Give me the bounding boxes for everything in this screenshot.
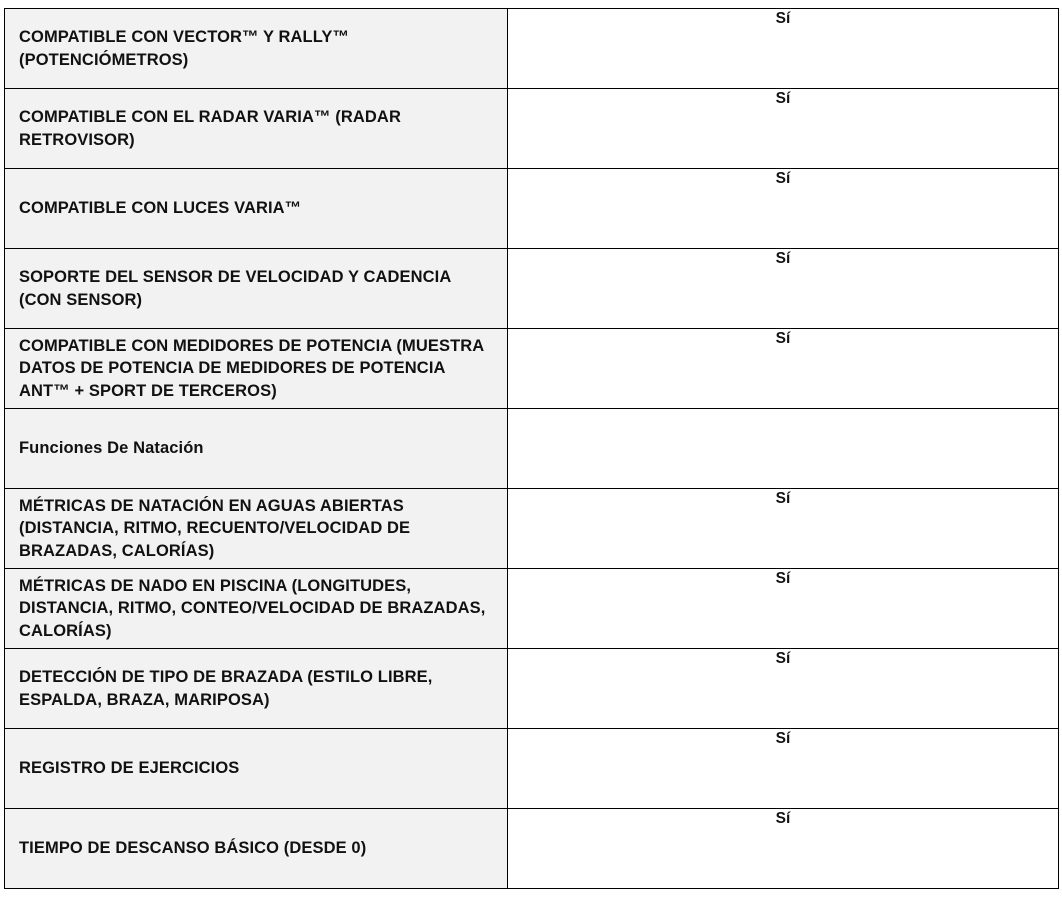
feature-value-cell bbox=[508, 489, 1059, 569]
section-label: Funciones De Natación bbox=[5, 409, 508, 489]
table-row bbox=[5, 649, 1059, 729]
feature-value: Sí bbox=[775, 250, 791, 267]
table-row bbox=[5, 809, 1059, 889]
feature-label: COMPATIBLE CON LUCES VARIA™ bbox=[5, 169, 508, 249]
feature-label: REGISTRO DE EJERCICIOS bbox=[5, 729, 508, 809]
feature-value-cell bbox=[508, 249, 1059, 329]
feature-value-cell bbox=[508, 89, 1059, 169]
feature-label: COMPATIBLE CON VECTOR™ Y RALLY™ (POTENCIÓMETROS) bbox=[5, 9, 508, 89]
feature-value-cell bbox=[508, 9, 1059, 89]
feature-label: DETECCIÓN DE TIPO DE BRAZADA (ESTILO LIBRE, ESPALDA, BRAZA, MARIPOSA) bbox=[5, 649, 508, 729]
feature-label: COMPATIBLE CON EL RADAR VARIA™ (RADAR RETROVISOR) bbox=[5, 89, 508, 169]
feature-label: MÉTRICAS DE NATACIÓN EN AGUAS ABIERTAS (DISTANCIA, RITMO, RECUENTO/VELOCIDAD DE BRAZADAS, CALORÍAS) bbox=[5, 489, 508, 569]
feature-value: Sí bbox=[775, 10, 791, 27]
feature-value: Sí bbox=[775, 650, 791, 667]
table-row bbox=[5, 409, 1059, 489]
table-row bbox=[5, 489, 1059, 569]
feature-value-cell bbox=[508, 809, 1059, 889]
feature-label: COMPATIBLE CON MEDIDORES DE POTENCIA (MUESTRA DATOS DE POTENCIA DE MEDIDORES DE POTENCIA ANT™ + SPORT DE TERCEROS) bbox=[5, 329, 508, 409]
feature-label: SOPORTE DEL SENSOR DE VELOCIDAD Y CADENCIA (CON SENSOR) bbox=[5, 249, 508, 329]
feature-value: Sí bbox=[775, 570, 791, 587]
feature-value-cell bbox=[508, 409, 1059, 489]
feature-value: Sí bbox=[775, 170, 791, 187]
feature-value-cell bbox=[508, 649, 1059, 729]
table-row bbox=[5, 89, 1059, 169]
feature-value: Sí bbox=[775, 490, 791, 507]
feature-value-cell bbox=[508, 329, 1059, 409]
feature-table bbox=[4, 8, 1059, 889]
table-row bbox=[5, 329, 1059, 409]
feature-value-cell bbox=[508, 569, 1059, 649]
table-row bbox=[5, 569, 1059, 649]
table-row bbox=[5, 729, 1059, 809]
feature-value: Sí bbox=[775, 90, 791, 107]
feature-value-cell bbox=[508, 169, 1059, 249]
feature-value: Sí bbox=[775, 730, 791, 747]
table-row bbox=[5, 169, 1059, 249]
feature-value: Sí bbox=[775, 810, 791, 827]
feature-label: TIEMPO DE DESCANSO BÁSICO (DESDE 0) bbox=[5, 809, 508, 889]
feature-label: MÉTRICAS DE NADO EN PISCINA (LONGITUDES, DISTANCIA, RITMO, CONTEO/VELOCIDAD DE BRAZADAS, CALORÍAS) bbox=[5, 569, 508, 649]
feature-value: Sí bbox=[775, 330, 791, 347]
table-row bbox=[5, 249, 1059, 329]
table-row bbox=[5, 9, 1059, 89]
feature-value-cell bbox=[508, 729, 1059, 809]
